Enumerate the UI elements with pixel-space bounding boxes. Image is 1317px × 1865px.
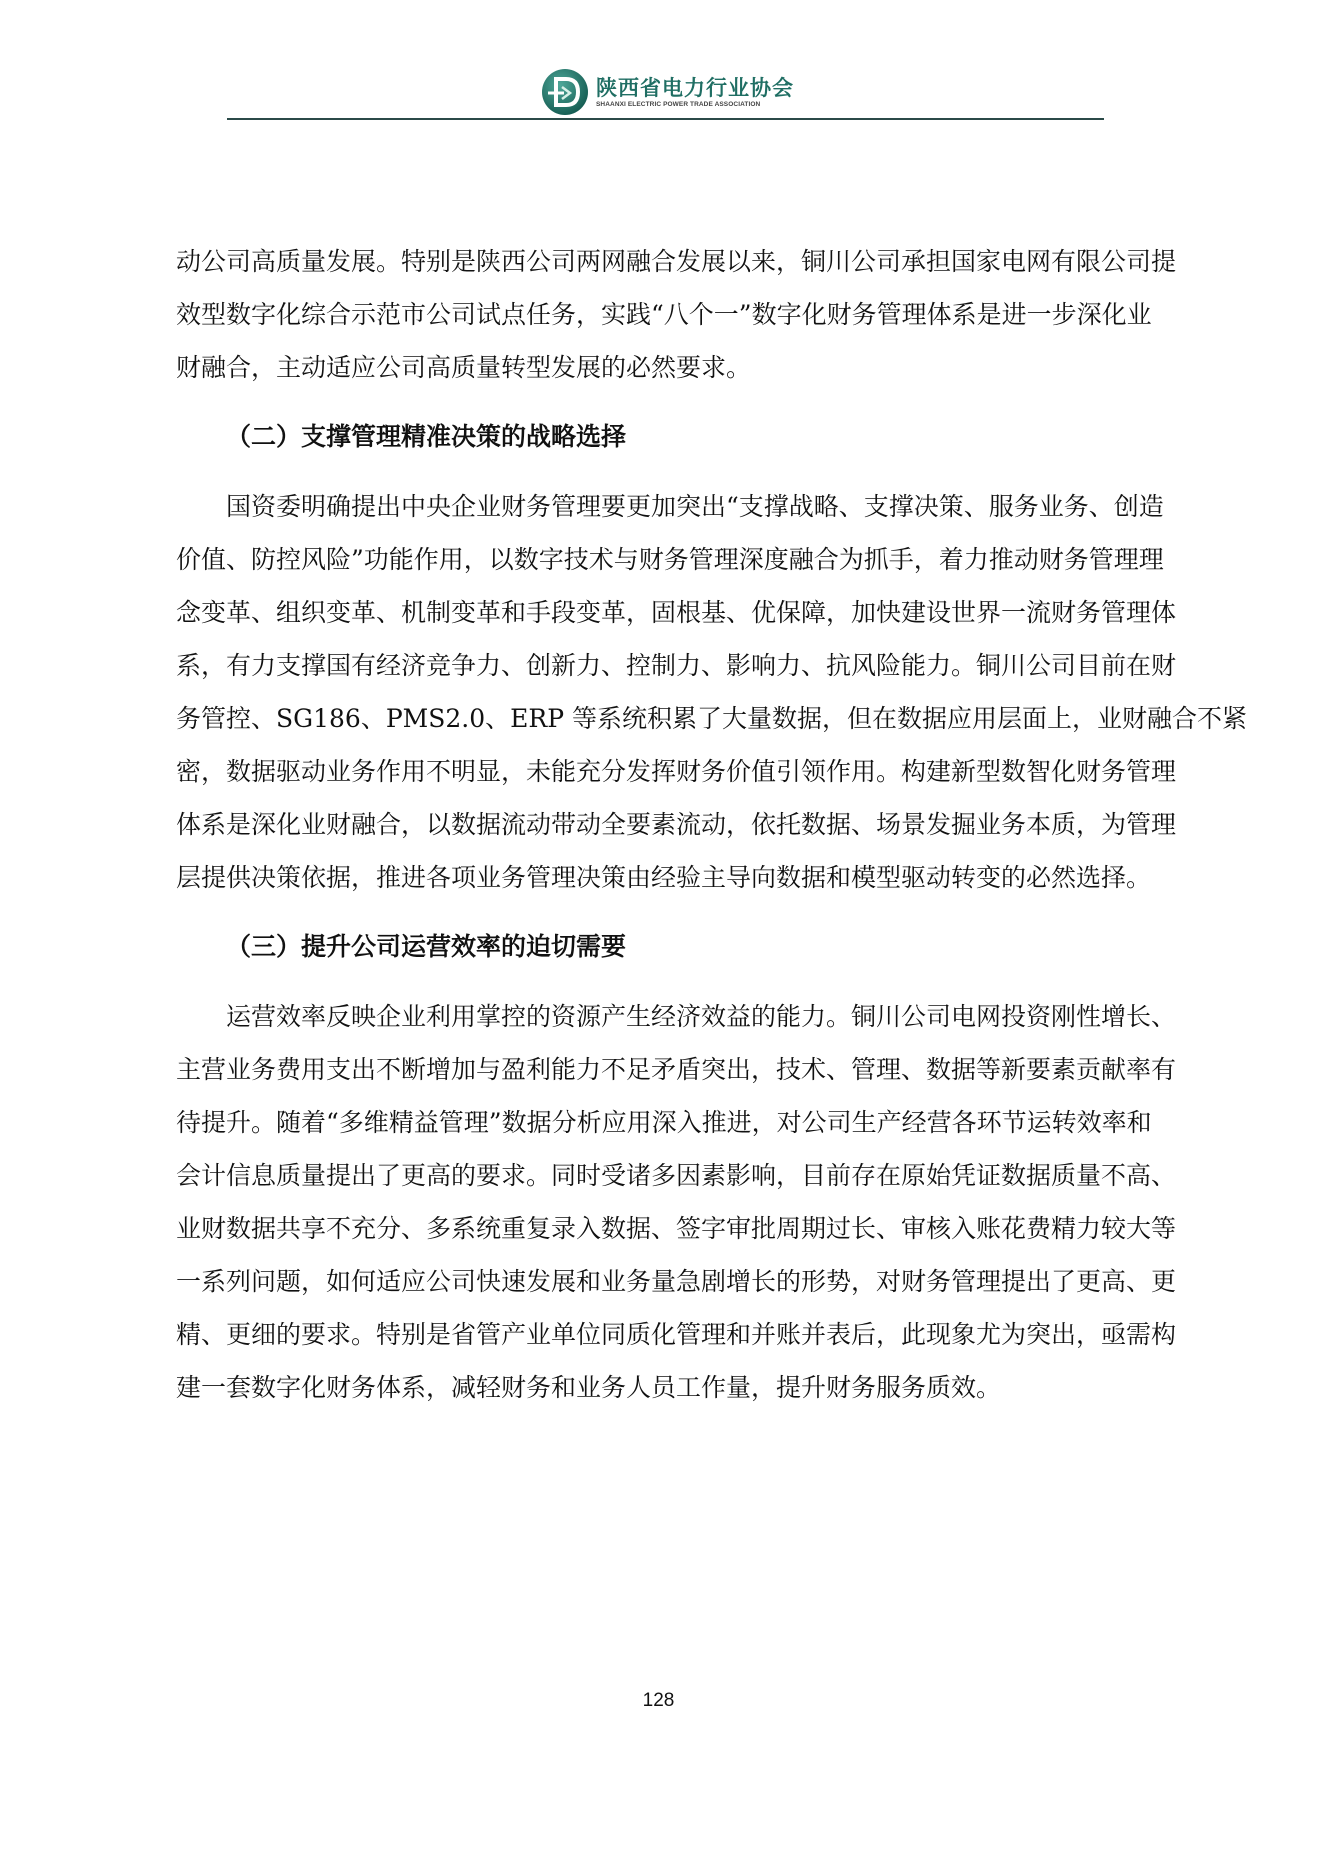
- paragraph-line: 价值、防控风险”功能作用，以数字技术与财务管理深度融合为抓手，着力推动财务管理理: [176, 545, 1164, 574]
- paragraph-line: 会计信息质量提出了更高的要求。同时受诸多因素影响，目前存在原始凭证数据质量不高、: [176, 1161, 1177, 1190]
- section-heading: （二）支撑管理精准决策的战略选择: [226, 422, 627, 451]
- paragraph-line: 一系列问题，如何适应公司快速发展和业务量急剧增长的形势，对财务管理提出了更高、更: [176, 1267, 1177, 1296]
- paragraph-line: 体系是深化业财融合，以数据流动带动全要素流动，依托数据、场景发掘业务本质，为管理: [176, 810, 1177, 839]
- paragraph-line: 主营业务费用支出不断增加与盈利能力不足矛盾突出，技术、管理、数据等新要素贡献率有: [176, 1055, 1177, 1084]
- page-header: [0, 0, 1317, 125]
- association-logo: [540, 66, 794, 118]
- paragraph-line: 建一套数字化财务体系，减轻财务和业务人员工作量，提升财务服务质效。: [176, 1373, 1002, 1402]
- paragraph-line: 运营效率反映企业利用掌控的资源产生经济效益的能力。铜川公司电网投资刚性增长、: [226, 1002, 1177, 1031]
- paragraph-line: 密，数据驱动业务作用不明显，未能充分发挥财务价值引领作用。构建新型数智化财务管理: [176, 757, 1177, 786]
- paragraph-line: 财融合，主动适应公司高质量转型发展的必然要求。: [176, 353, 752, 382]
- paragraph-line: 动公司高质量发展。特别是陕西公司两网融合发展以来，铜川公司承担国家电网有限公司提: [176, 247, 1177, 276]
- header-rule: [227, 118, 1104, 120]
- org-name-cn: 陕西省电力行业协会: [596, 75, 794, 100]
- org-name-en: SHAANXI ELECTRIC POWER TRADE ASSOCIATION: [596, 100, 761, 108]
- paragraph-line: 念变革、组织变革、机制变革和手段变革，固根基、优保障，加快建设世界一流财务管理体: [176, 598, 1177, 627]
- paragraph-line: 务管控、SG186、PMS2.0、ERP 等系统积累了大量数据，但在数据应用层面上，业财融合不紧: [176, 704, 1247, 733]
- association-logo-icon: [540, 67, 590, 117]
- paragraph-line: 系，有力支撑国有经济竞争力、创新力、控制力、影响力、抗风险能力。铜川公司目前在财: [176, 651, 1177, 680]
- paragraph-line: 国资委明确提出中央企业财务管理要更加突出“支撑战略、支撑决策、服务业务、创造: [226, 492, 1164, 521]
- paragraph-line: 效型数字化综合示范市公司试点任务，实践“八个一”数字化财务管理体系是进一步深化业: [176, 300, 1152, 329]
- paragraph-line: 待提升。随着“多维精益管理”数据分析应用深入推进，对公司生产经营各环节运转效率和: [176, 1108, 1152, 1137]
- paragraph-line: 层提供决策依据，推进各项业务管理决策由经验主导向数据和模型驱动转变的必然选择。: [176, 863, 1152, 892]
- section-heading: （三）提升公司运营效率的迫切需要: [226, 932, 627, 961]
- paragraph-line: 精、更细的要求。特别是省管产业单位同质化管理和并账并表后，此现象尤为突出，亟需构: [176, 1320, 1177, 1349]
- page-number: 128: [642, 1690, 675, 1711]
- paragraph-line: 业财数据共享不充分、多系统重复录入数据、签字审批周期过长、审核入账花费精力较大等: [176, 1214, 1177, 1243]
